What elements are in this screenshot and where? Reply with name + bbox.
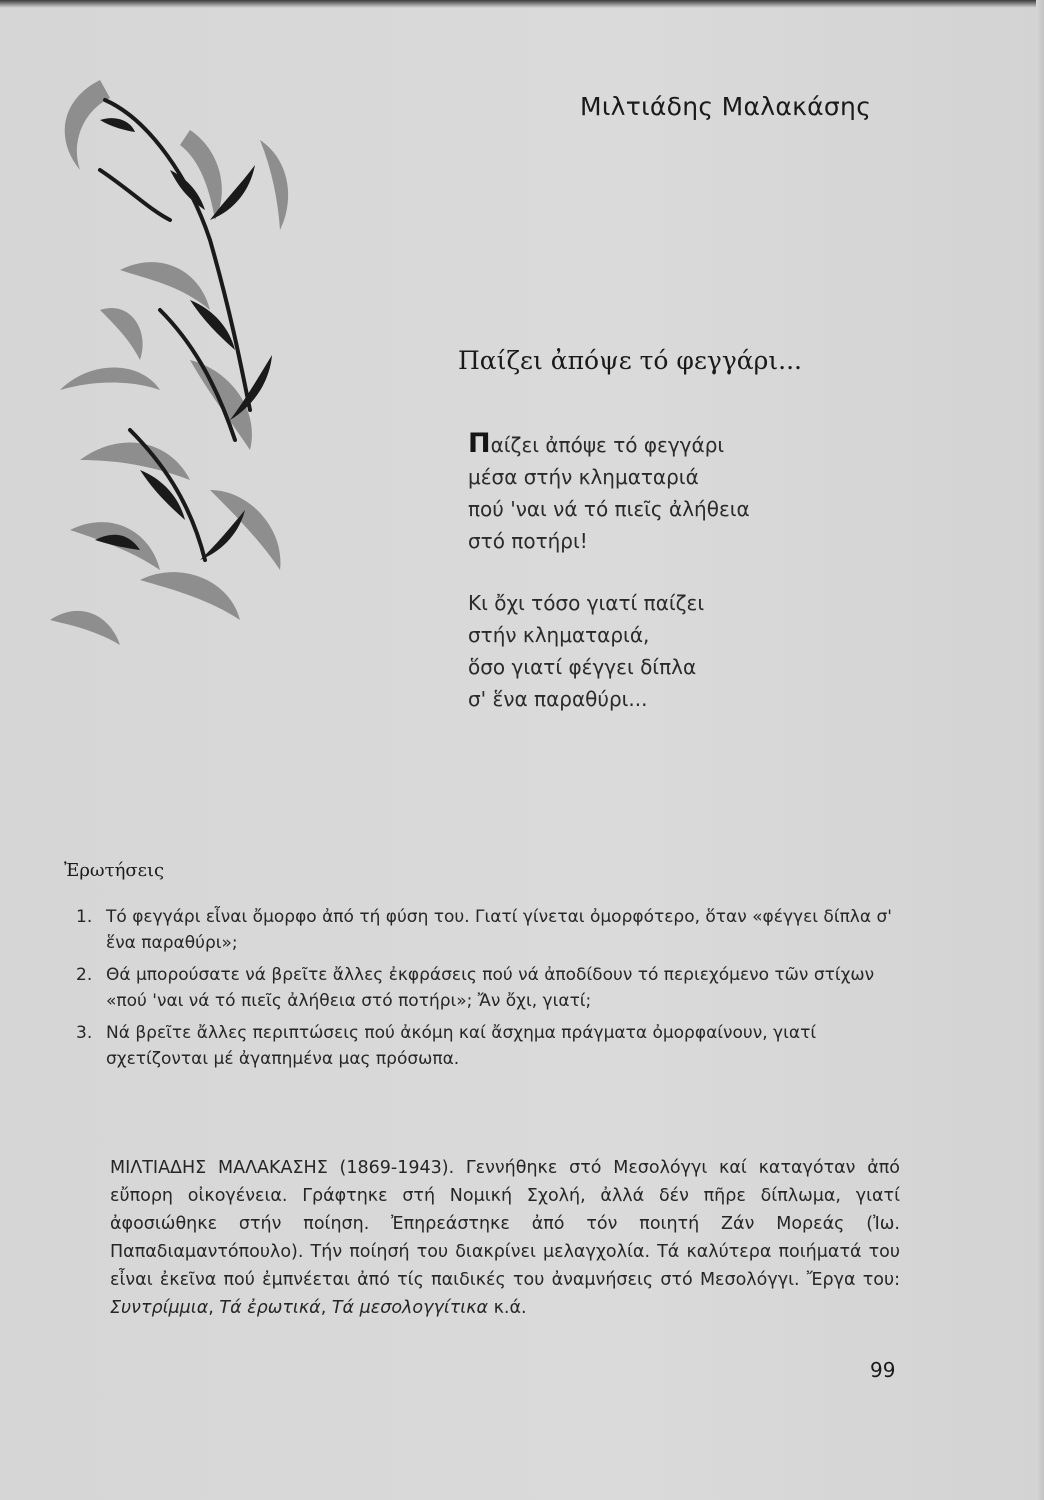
- poet-name: Μιλτιάδης Μαλακάσης: [580, 92, 872, 121]
- poem-stanza: [468, 428, 750, 557]
- bio-separator: ,: [208, 1298, 220, 1318]
- poem-line: στήν κληματαριά,: [468, 623, 650, 647]
- question-text: Θά μπορούσατε νά βρεῖτε ἄλλες ἐκφράσεις πού νά ἀποδίδουν τό περιεχόμενο τῶν στίχων «πού 'ναι νά τό πιεῖς ἀλήθεια στό ποτήρι»; Ἄν ὄχι, γιατί;: [106, 965, 875, 1011]
- bio-separator: ,: [320, 1298, 332, 1318]
- page-number: 99: [870, 1358, 896, 1382]
- bio-text: ΜΙΛΤΙΑΔΗΣ ΜΑΛΑΚΑΣΗΣ (1869-1943). Γεννήθηκε στό Μεσολόγγι καί καταγόταν ἀπό εὔπορη οἰκογένεια. Γράφτηκε στή Νομική Σχολή, ἀλλά δέν πῆρε δίπλωμα, γιατί ἀφοσιώθηκε στήν ποίηση. Ἐπηρεάστηκε ἀπό τόν ποιητή Ζάν Μορεάς (Ἰω. Παπαδιαμαντόπουλο). Τήν ποίησή του διακρίνει μελαγχολία. Τά καλύτερα ποιήματά του εἶναι ἐκεῖνα πού ἐμπνέεται ἀπό τίς παιδικές του ἀναμνήσεις στό Μεσολόγγι. Ἔργα του:: [110, 1158, 900, 1290]
- floral-vine-icon: [40, 60, 330, 660]
- page-top-border: [0, 0, 1044, 8]
- question-number: 2.: [76, 965, 93, 985]
- poem-line: [468, 428, 750, 461]
- question-number: 3.: [76, 1023, 93, 1043]
- question-text: Νά βρεῖτε ἄλλες περιπτώσεις πού ἀκόμη καί ἄσχημα πράγματα ὀμορφαίνουν, γιατί σχετίζονται μέ ἀγαπημένα μας πρόσωπα.: [106, 1023, 817, 1069]
- poem-line: ὅσο γιατί φέγγει δίπλα: [468, 655, 697, 679]
- poem-line: στό ποτήρι!: [468, 529, 588, 553]
- drop-cap: Π: [468, 428, 491, 459]
- poem-title: Παίζει ἀπόψε τό φεγγάρι...: [458, 346, 802, 375]
- page-right-edge: [1036, 0, 1044, 1500]
- poem-line: μέσα στήν κληματαριά: [468, 465, 699, 489]
- poem-line: σ' ἕνα παραθύρι...: [468, 687, 648, 711]
- question-item: [76, 904, 896, 956]
- poem-line: Κι ὄχι τόσο γιατί παίζει: [468, 591, 705, 615]
- question-item: [76, 962, 896, 1014]
- poem-line: πού 'ναι νά τό πιεῖς ἀλήθεια: [468, 497, 750, 521]
- bio-work-title: Συντρίμμια: [110, 1298, 209, 1318]
- poem-line-text: αίζει ἀπόψε τό φεγγάρι: [490, 433, 725, 457]
- question-text: Τό φεγγάρι εἶναι ὄμορφο ἀπό τή φύση του. Γιατί γίνεται ὀμορφότερο, ὅταν «φέγγει δίπλα σ' ἕνα παραθύρι»;: [106, 907, 892, 953]
- poem-body: [468, 428, 750, 745]
- question-number: 1.: [76, 907, 93, 927]
- questions-heading: Ἐρωτήσεις: [64, 860, 165, 881]
- bio-work-title: Τά ἐρωτικά: [219, 1298, 321, 1318]
- poem-stanza: [468, 587, 750, 715]
- bio-work-title: Τά μεσολογγίτικα: [331, 1298, 489, 1318]
- bio-tail: κ.ά.: [488, 1298, 527, 1318]
- question-item: [76, 1020, 896, 1072]
- author-biography: [110, 1154, 900, 1322]
- questions-list: [76, 904, 896, 1078]
